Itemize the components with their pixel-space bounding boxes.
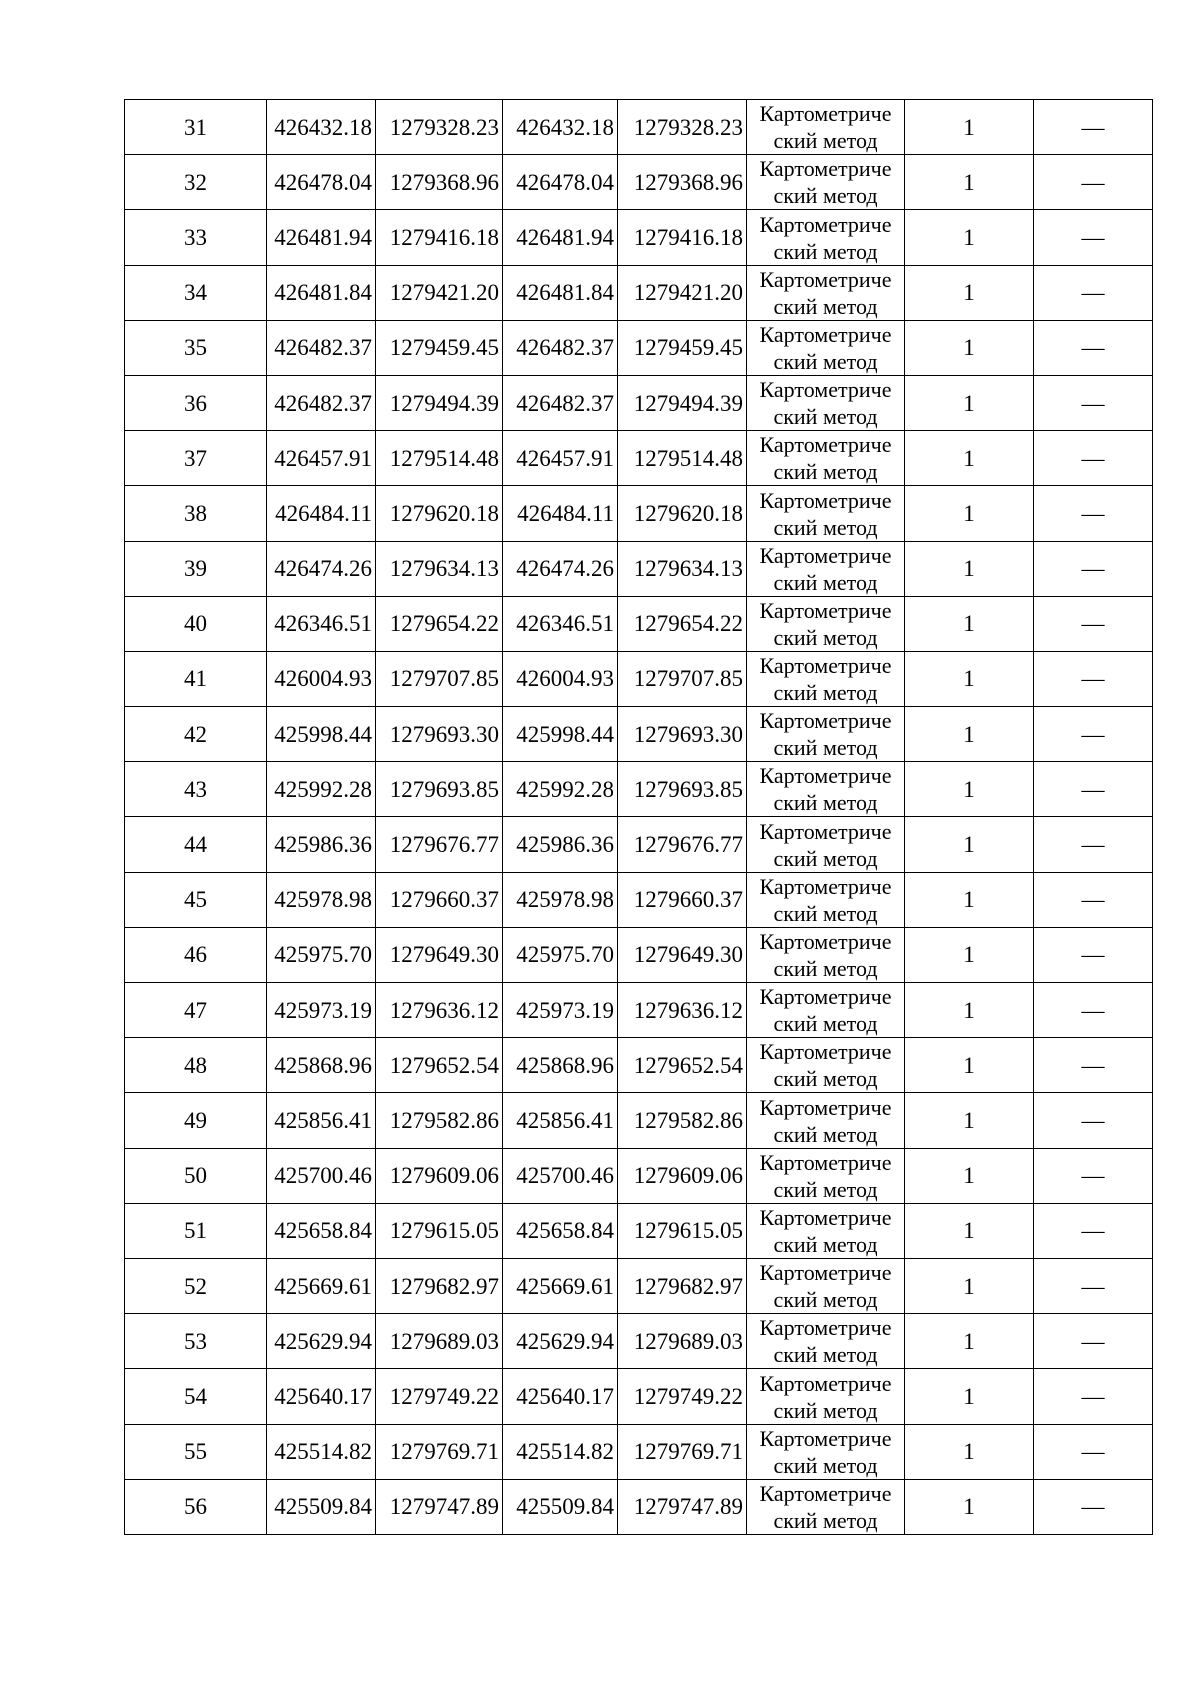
note-cell: — bbox=[1034, 596, 1153, 651]
new-x-cell: 426346.51 bbox=[503, 596, 618, 651]
point-number-cell: 49 bbox=[125, 1093, 267, 1148]
method-cell bbox=[747, 1203, 905, 1258]
accuracy-cell: 1 bbox=[905, 1424, 1034, 1479]
method-line-2: ский метод bbox=[773, 404, 878, 430]
method-cell bbox=[747, 1424, 905, 1479]
new-y-cell: 1279421.20 bbox=[618, 265, 747, 320]
existing-y-cell: 1279749.22 bbox=[376, 1369, 503, 1424]
point-number-cell: 40 bbox=[125, 596, 267, 651]
existing-x-cell: 426484.11 bbox=[267, 486, 376, 541]
method-line-1: Картометриче bbox=[759, 653, 892, 679]
method-line-1: Картометриче bbox=[759, 597, 892, 623]
new-x-cell: 425856.41 bbox=[503, 1093, 618, 1148]
point-number-cell: 46 bbox=[125, 927, 267, 982]
method-line-1: Картометриче bbox=[759, 266, 892, 292]
table-row bbox=[125, 1148, 1153, 1203]
existing-x-cell: 425700.46 bbox=[267, 1148, 376, 1203]
method-cell bbox=[747, 872, 905, 927]
method-cell bbox=[747, 320, 905, 375]
accuracy-cell: 1 bbox=[905, 707, 1034, 762]
method-cell bbox=[747, 100, 905, 155]
new-y-cell: 1279652.54 bbox=[618, 1038, 747, 1093]
table-row bbox=[125, 1424, 1153, 1479]
table-row bbox=[125, 983, 1153, 1038]
accuracy-cell: 1 bbox=[905, 1203, 1034, 1258]
coordinates-table bbox=[124, 99, 1153, 1535]
new-x-cell: 425973.19 bbox=[503, 983, 618, 1038]
existing-x-cell: 425998.44 bbox=[267, 707, 376, 762]
method-cell bbox=[747, 486, 905, 541]
point-number-cell: 45 bbox=[125, 872, 267, 927]
accuracy-cell: 1 bbox=[905, 1479, 1034, 1534]
note-cell: — bbox=[1034, 817, 1153, 872]
new-y-cell: 1279693.30 bbox=[618, 707, 747, 762]
table-row bbox=[125, 1093, 1153, 1148]
method-cell bbox=[747, 431, 905, 486]
new-y-cell: 1279689.03 bbox=[618, 1314, 747, 1369]
method-cell bbox=[747, 210, 905, 265]
new-y-cell: 1279582.86 bbox=[618, 1093, 747, 1148]
point-number-cell: 39 bbox=[125, 541, 267, 596]
existing-x-cell: 425856.41 bbox=[267, 1093, 376, 1148]
method-cell bbox=[747, 927, 905, 982]
method-line-1: Картометриче bbox=[759, 1425, 892, 1451]
point-number-cell: 54 bbox=[125, 1369, 267, 1424]
note-cell: — bbox=[1034, 1258, 1153, 1313]
new-y-cell: 1279459.45 bbox=[618, 320, 747, 375]
accuracy-cell: 1 bbox=[905, 872, 1034, 927]
method-cell bbox=[747, 1479, 905, 1534]
point-number-cell: 53 bbox=[125, 1314, 267, 1369]
note-cell: — bbox=[1034, 983, 1153, 1038]
method-line-2: ский метод bbox=[773, 900, 878, 926]
method-line-1: Картометриче bbox=[759, 432, 892, 458]
new-x-cell: 425669.61 bbox=[503, 1258, 618, 1313]
method-line-2: ский метод bbox=[773, 238, 878, 264]
existing-y-cell: 1279494.39 bbox=[376, 375, 503, 430]
new-y-cell: 1279514.48 bbox=[618, 431, 747, 486]
new-y-cell: 1279693.85 bbox=[618, 762, 747, 817]
note-cell: — bbox=[1034, 1424, 1153, 1479]
table-row bbox=[125, 927, 1153, 982]
new-x-cell: 426481.94 bbox=[503, 210, 618, 265]
new-x-cell: 425640.17 bbox=[503, 1369, 618, 1424]
existing-x-cell: 426481.84 bbox=[267, 265, 376, 320]
note-cell: — bbox=[1034, 320, 1153, 375]
new-y-cell: 1279676.77 bbox=[618, 817, 747, 872]
existing-x-cell: 425658.84 bbox=[267, 1203, 376, 1258]
existing-y-cell: 1279769.71 bbox=[376, 1424, 503, 1479]
table-row bbox=[125, 155, 1153, 210]
method-cell bbox=[747, 265, 905, 320]
method-line-2: ский метод bbox=[773, 514, 878, 540]
existing-x-cell: 425640.17 bbox=[267, 1369, 376, 1424]
new-x-cell: 425998.44 bbox=[503, 707, 618, 762]
note-cell: — bbox=[1034, 1369, 1153, 1424]
point-number-cell: 34 bbox=[125, 265, 267, 320]
new-x-cell: 425700.46 bbox=[503, 1148, 618, 1203]
existing-y-cell: 1279615.05 bbox=[376, 1203, 503, 1258]
existing-x-cell: 425978.98 bbox=[267, 872, 376, 927]
accuracy-cell: 1 bbox=[905, 431, 1034, 486]
note-cell: — bbox=[1034, 707, 1153, 762]
point-number-cell: 35 bbox=[125, 320, 267, 375]
table-row bbox=[125, 1203, 1153, 1258]
method-line-2: ский метод bbox=[773, 459, 878, 485]
table-row bbox=[125, 320, 1153, 375]
point-number-cell: 44 bbox=[125, 817, 267, 872]
table-row bbox=[125, 486, 1153, 541]
new-x-cell: 426004.93 bbox=[503, 651, 618, 706]
table-row bbox=[125, 1314, 1153, 1369]
new-x-cell: 426482.37 bbox=[503, 375, 618, 430]
note-cell: — bbox=[1034, 210, 1153, 265]
existing-x-cell: 425514.82 bbox=[267, 1424, 376, 1479]
method-line-2: ский метод bbox=[773, 1287, 878, 1313]
existing-x-cell: 426478.04 bbox=[267, 155, 376, 210]
accuracy-cell: 1 bbox=[905, 1369, 1034, 1424]
accuracy-cell: 1 bbox=[905, 375, 1034, 430]
point-number-cell: 47 bbox=[125, 983, 267, 1038]
existing-y-cell: 1279654.22 bbox=[376, 596, 503, 651]
existing-x-cell: 425986.36 bbox=[267, 817, 376, 872]
accuracy-cell: 1 bbox=[905, 155, 1034, 210]
method-line-1: Картометриче bbox=[759, 929, 892, 954]
existing-x-cell: 426457.91 bbox=[267, 431, 376, 486]
existing-x-cell: 425509.84 bbox=[267, 1479, 376, 1534]
accuracy-cell: 1 bbox=[905, 983, 1034, 1038]
existing-y-cell: 1279660.37 bbox=[376, 872, 503, 927]
point-number-cell: 55 bbox=[125, 1424, 267, 1479]
existing-x-cell: 425868.96 bbox=[267, 1038, 376, 1093]
method-line-1: Картометриче bbox=[759, 321, 892, 347]
note-cell: — bbox=[1034, 486, 1153, 541]
note-cell: — bbox=[1034, 431, 1153, 486]
new-y-cell: 1279636.12 bbox=[618, 983, 747, 1038]
method-cell bbox=[747, 1093, 905, 1148]
table-row bbox=[125, 651, 1153, 706]
note-cell: — bbox=[1034, 927, 1153, 982]
method-cell bbox=[747, 1314, 905, 1369]
point-number-cell: 41 bbox=[125, 651, 267, 706]
existing-y-cell: 1279649.30 bbox=[376, 927, 503, 982]
new-y-cell: 1279769.71 bbox=[618, 1424, 747, 1479]
accuracy-cell: 1 bbox=[905, 1148, 1034, 1203]
existing-y-cell: 1279652.54 bbox=[376, 1038, 503, 1093]
note-cell: — bbox=[1034, 155, 1153, 210]
method-line-2: ский метод bbox=[773, 1342, 878, 1368]
note-cell: — bbox=[1034, 651, 1153, 706]
method-line-2: ский метод bbox=[773, 348, 878, 374]
method-cell bbox=[747, 1038, 905, 1093]
accuracy-cell: 1 bbox=[905, 651, 1034, 706]
existing-x-cell: 425669.61 bbox=[267, 1258, 376, 1313]
table-row bbox=[125, 1038, 1153, 1093]
method-cell bbox=[747, 1258, 905, 1313]
point-number-cell: 36 bbox=[125, 375, 267, 430]
table-row bbox=[125, 1258, 1153, 1313]
method-cell bbox=[747, 762, 905, 817]
accuracy-cell: 1 bbox=[905, 1258, 1034, 1313]
accuracy-cell: 1 bbox=[905, 100, 1034, 155]
note-cell: — bbox=[1034, 1148, 1153, 1203]
method-line-1: Картометриче bbox=[759, 1094, 892, 1120]
point-number-cell: 52 bbox=[125, 1258, 267, 1313]
method-cell bbox=[747, 375, 905, 430]
note-cell: — bbox=[1034, 541, 1153, 596]
point-number-cell: 56 bbox=[125, 1479, 267, 1534]
existing-x-cell: 425992.28 bbox=[267, 762, 376, 817]
accuracy-cell: 1 bbox=[905, 1093, 1034, 1148]
method-line-2: ский метод bbox=[773, 569, 878, 595]
new-y-cell: 1279416.18 bbox=[618, 210, 747, 265]
point-number-cell: 43 bbox=[125, 762, 267, 817]
new-y-cell: 1279620.18 bbox=[618, 486, 747, 541]
new-y-cell: 1279609.06 bbox=[618, 1148, 747, 1203]
existing-y-cell: 1279636.12 bbox=[376, 983, 503, 1038]
existing-x-cell: 426482.37 bbox=[267, 320, 376, 375]
note-cell: — bbox=[1034, 265, 1153, 320]
method-line-1: Картометриче bbox=[759, 542, 892, 568]
method-line-2: ский метод bbox=[773, 1507, 878, 1533]
new-x-cell: 425978.98 bbox=[503, 872, 618, 927]
method-line-1: Картометриче bbox=[759, 1039, 892, 1065]
existing-y-cell: 1279582.86 bbox=[376, 1093, 503, 1148]
new-x-cell: 425992.28 bbox=[503, 762, 618, 817]
method-line-2: ский метод bbox=[773, 1011, 878, 1037]
method-line-2: ский метод bbox=[773, 1397, 878, 1423]
existing-x-cell: 426004.93 bbox=[267, 651, 376, 706]
existing-y-cell: 1279421.20 bbox=[376, 265, 503, 320]
new-y-cell: 1279682.97 bbox=[618, 1258, 747, 1313]
new-y-cell: 1279654.22 bbox=[618, 596, 747, 651]
accuracy-cell: 1 bbox=[905, 596, 1034, 651]
method-line-2: ский метод bbox=[773, 680, 878, 706]
method-line-1: Картометриче bbox=[759, 1315, 892, 1341]
note-cell: — bbox=[1034, 1038, 1153, 1093]
method-line-2: ский метод bbox=[773, 128, 878, 154]
note-cell: — bbox=[1034, 375, 1153, 430]
method-cell bbox=[747, 707, 905, 762]
point-number-cell: 37 bbox=[125, 431, 267, 486]
existing-x-cell: 426482.37 bbox=[267, 375, 376, 430]
point-number-cell: 50 bbox=[125, 1148, 267, 1203]
method-line-2: ский метод bbox=[773, 624, 878, 650]
table-row bbox=[125, 431, 1153, 486]
note-cell: — bbox=[1034, 1314, 1153, 1369]
existing-y-cell: 1279514.48 bbox=[376, 431, 503, 486]
note-cell: — bbox=[1034, 872, 1153, 927]
new-x-cell: 425514.82 bbox=[503, 1424, 618, 1479]
new-y-cell: 1279634.13 bbox=[618, 541, 747, 596]
method-line-2: ский метод bbox=[773, 293, 878, 319]
table-row bbox=[125, 375, 1153, 430]
accuracy-cell: 1 bbox=[905, 486, 1034, 541]
new-y-cell: 1279749.22 bbox=[618, 1369, 747, 1424]
new-x-cell: 425658.84 bbox=[503, 1203, 618, 1258]
method-line-1: Картометриче bbox=[759, 708, 892, 734]
method-line-2: ский метод bbox=[773, 1452, 878, 1478]
new-x-cell: 425509.84 bbox=[503, 1479, 618, 1534]
new-y-cell: 1279368.96 bbox=[618, 155, 747, 210]
method-line-2: ский метод bbox=[773, 1231, 878, 1257]
table-row bbox=[125, 541, 1153, 596]
existing-y-cell: 1279693.30 bbox=[376, 707, 503, 762]
method-line-1: Картометриче bbox=[759, 1370, 892, 1396]
note-cell: — bbox=[1034, 1093, 1153, 1148]
accuracy-cell: 1 bbox=[905, 1038, 1034, 1093]
accuracy-cell: 1 bbox=[905, 210, 1034, 265]
method-cell bbox=[747, 541, 905, 596]
point-number-cell: 48 bbox=[125, 1038, 267, 1093]
new-x-cell: 425986.36 bbox=[503, 817, 618, 872]
method-line-1: Картометриче bbox=[759, 156, 892, 182]
existing-y-cell: 1279682.97 bbox=[376, 1258, 503, 1313]
note-cell: — bbox=[1034, 1479, 1153, 1534]
method-line-2: ский метод bbox=[773, 845, 878, 871]
point-number-cell: 38 bbox=[125, 486, 267, 541]
method-line-1: Картометриче bbox=[759, 1480, 892, 1506]
method-line-1: Картометриче bbox=[759, 984, 892, 1010]
accuracy-cell: 1 bbox=[905, 265, 1034, 320]
new-x-cell: 425975.70 bbox=[503, 927, 618, 982]
accuracy-cell: 1 bbox=[905, 541, 1034, 596]
existing-x-cell: 426474.26 bbox=[267, 541, 376, 596]
method-line-1: Картометриче bbox=[759, 487, 892, 513]
accuracy-cell: 1 bbox=[905, 762, 1034, 817]
existing-y-cell: 1279747.89 bbox=[376, 1479, 503, 1534]
existing-y-cell: 1279368.96 bbox=[376, 155, 503, 210]
new-y-cell: 1279494.39 bbox=[618, 375, 747, 430]
existing-y-cell: 1279609.06 bbox=[376, 1148, 503, 1203]
new-y-cell: 1279649.30 bbox=[618, 927, 747, 982]
new-y-cell: 1279707.85 bbox=[618, 651, 747, 706]
existing-y-cell: 1279693.85 bbox=[376, 762, 503, 817]
point-number-cell: 31 bbox=[125, 100, 267, 155]
method-cell bbox=[747, 596, 905, 651]
method-line-2: ский метод bbox=[773, 956, 878, 981]
new-x-cell: 426482.37 bbox=[503, 320, 618, 375]
accuracy-cell: 1 bbox=[905, 927, 1034, 982]
table-row bbox=[125, 817, 1153, 872]
note-cell: — bbox=[1034, 1203, 1153, 1258]
table-row bbox=[125, 1369, 1153, 1424]
method-cell bbox=[747, 1148, 905, 1203]
method-line-1: Картометриче bbox=[759, 763, 892, 789]
method-cell bbox=[747, 983, 905, 1038]
note-cell: — bbox=[1034, 762, 1153, 817]
table-row bbox=[125, 210, 1153, 265]
method-line-1: Картометриче bbox=[759, 873, 892, 899]
method-line-1: Картометриче bbox=[759, 1204, 892, 1230]
method-line-1: Картометриче bbox=[759, 1260, 892, 1286]
accuracy-cell: 1 bbox=[905, 1314, 1034, 1369]
method-line-1: Картометриче bbox=[759, 1149, 892, 1175]
method-line-2: ский метод bbox=[773, 183, 878, 209]
new-y-cell: 1279747.89 bbox=[618, 1479, 747, 1534]
existing-y-cell: 1279459.45 bbox=[376, 320, 503, 375]
method-cell bbox=[747, 155, 905, 210]
point-number-cell: 51 bbox=[125, 1203, 267, 1258]
existing-y-cell: 1279328.23 bbox=[376, 100, 503, 155]
existing-y-cell: 1279416.18 bbox=[376, 210, 503, 265]
method-line-2: ский метод bbox=[773, 790, 878, 816]
new-y-cell: 1279660.37 bbox=[618, 872, 747, 927]
existing-y-cell: 1279620.18 bbox=[376, 486, 503, 541]
existing-y-cell: 1279689.03 bbox=[376, 1314, 503, 1369]
table-row bbox=[125, 1479, 1153, 1534]
table-row bbox=[125, 872, 1153, 927]
method-cell bbox=[747, 1369, 905, 1424]
existing-x-cell: 426481.94 bbox=[267, 210, 376, 265]
method-cell bbox=[747, 651, 905, 706]
method-line-2: ский метод bbox=[773, 1176, 878, 1202]
existing-x-cell: 426432.18 bbox=[267, 100, 376, 155]
new-x-cell: 426481.84 bbox=[503, 265, 618, 320]
new-x-cell: 426484.11 bbox=[503, 486, 618, 541]
new-x-cell: 426457.91 bbox=[503, 431, 618, 486]
table-row bbox=[125, 707, 1153, 762]
new-x-cell: 426432.18 bbox=[503, 100, 618, 155]
existing-x-cell: 426346.51 bbox=[267, 596, 376, 651]
accuracy-cell: 1 bbox=[905, 320, 1034, 375]
new-y-cell: 1279328.23 bbox=[618, 100, 747, 155]
existing-x-cell: 425629.94 bbox=[267, 1314, 376, 1369]
point-number-cell: 33 bbox=[125, 210, 267, 265]
method-line-2: ский метод bbox=[773, 735, 878, 761]
existing-y-cell: 1279707.85 bbox=[376, 651, 503, 706]
point-number-cell: 32 bbox=[125, 155, 267, 210]
table-row bbox=[125, 100, 1153, 155]
new-y-cell: 1279615.05 bbox=[618, 1203, 747, 1258]
new-x-cell: 426478.04 bbox=[503, 155, 618, 210]
new-x-cell: 426474.26 bbox=[503, 541, 618, 596]
new-x-cell: 425629.94 bbox=[503, 1314, 618, 1369]
method-line-2: ский метод bbox=[773, 1121, 878, 1147]
table-row bbox=[125, 596, 1153, 651]
method-line-1: Картометриче bbox=[759, 818, 892, 844]
table-body bbox=[125, 100, 1153, 1535]
method-line-1: Картометриче bbox=[759, 101, 892, 127]
point-number-cell: 42 bbox=[125, 707, 267, 762]
existing-y-cell: 1279676.77 bbox=[376, 817, 503, 872]
method-line-1: Картометриче bbox=[759, 211, 892, 237]
method-cell bbox=[747, 817, 905, 872]
accuracy-cell: 1 bbox=[905, 817, 1034, 872]
method-line-1: Картометриче bbox=[759, 377, 892, 403]
table-row bbox=[125, 762, 1153, 817]
existing-y-cell: 1279634.13 bbox=[376, 541, 503, 596]
table-row bbox=[125, 265, 1153, 320]
method-line-2: ский метод bbox=[773, 1066, 878, 1092]
new-x-cell: 425868.96 bbox=[503, 1038, 618, 1093]
existing-x-cell: 425975.70 bbox=[267, 927, 376, 982]
note-cell: — bbox=[1034, 100, 1153, 155]
existing-x-cell: 425973.19 bbox=[267, 983, 376, 1038]
